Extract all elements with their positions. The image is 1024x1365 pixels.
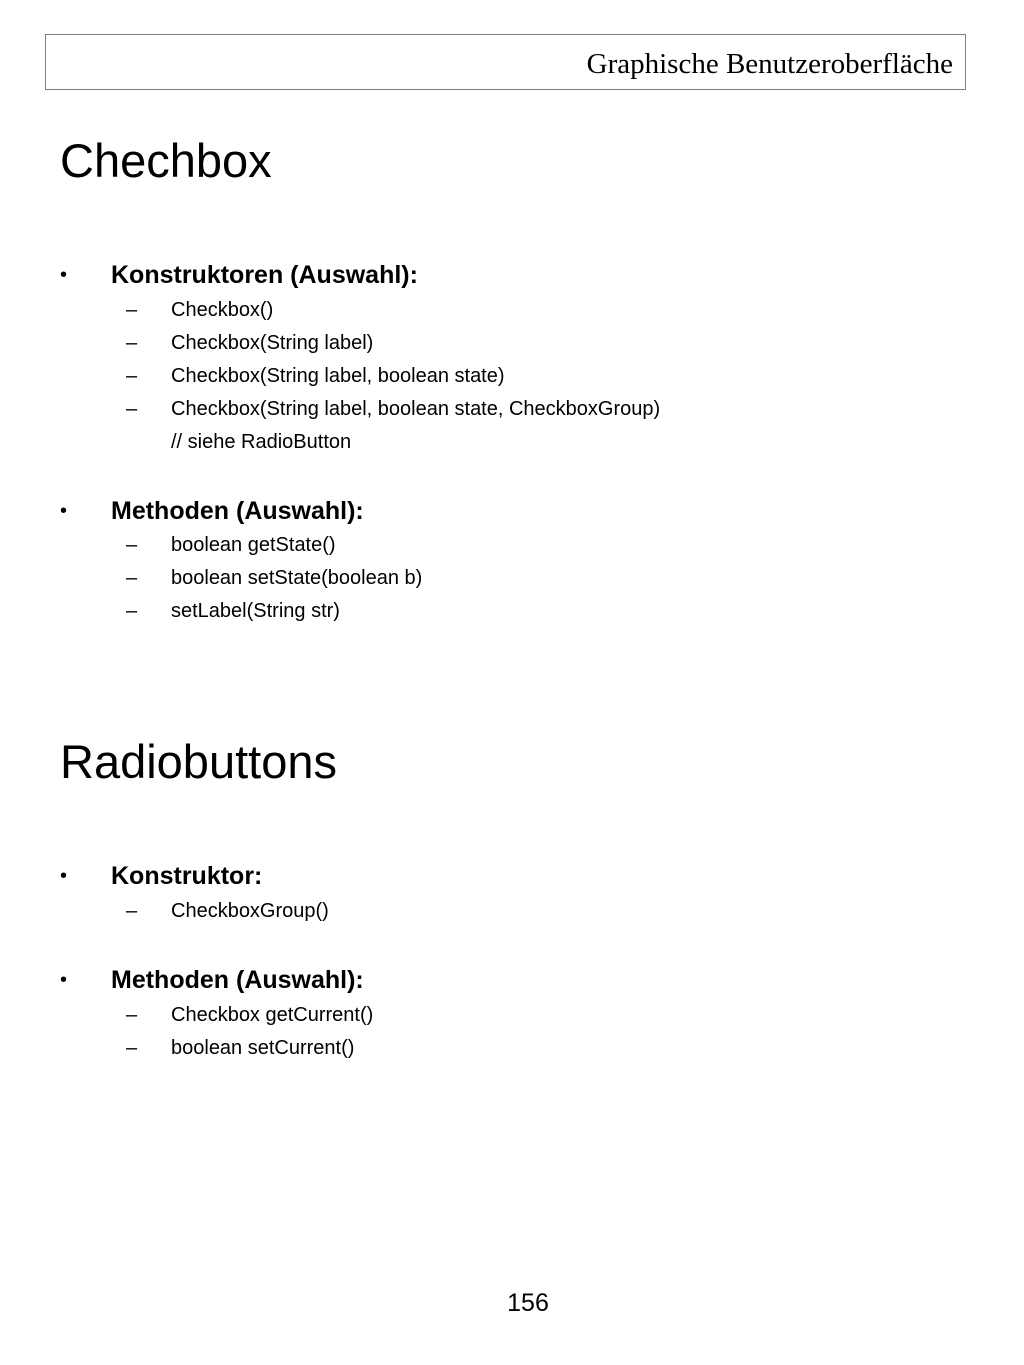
- page-number: 156: [507, 1289, 549, 1317]
- dash-marker: –: [126, 332, 138, 354]
- section-title-radiobuttons: Radiobuttons: [60, 735, 337, 788]
- list-item-text: Checkbox(String label, boolean state): [171, 365, 505, 387]
- dash-marker: –: [126, 600, 138, 622]
- dash-marker: –: [126, 299, 138, 321]
- dash-marker: –: [126, 534, 138, 556]
- bullet-heading: Konstruktoren (Auswahl):: [111, 261, 418, 289]
- bullet-heading: Methoden (Auswahl):: [111, 497, 364, 525]
- bullet-marker: •: [60, 969, 68, 991]
- bullet-marker: •: [60, 264, 68, 286]
- list-item-text: Checkbox getCurrent(): [171, 1004, 374, 1026]
- dash-marker: –: [126, 900, 138, 922]
- list-item-text: Checkbox(String label, boolean state, CheckboxGroup): [171, 398, 661, 420]
- list-item-text: setLabel(String str): [171, 600, 340, 622]
- dash-marker: –: [126, 567, 138, 589]
- header-box: [45, 34, 966, 90]
- list-item-text: boolean setState(boolean b): [171, 567, 423, 589]
- dash-marker: –: [126, 1004, 138, 1026]
- list-item-text: Checkbox(String label): [171, 332, 374, 354]
- bullet-marker: •: [60, 865, 68, 887]
- list-item-text: boolean getState(): [171, 534, 336, 556]
- bullet-heading: Konstruktor:: [111, 862, 263, 890]
- list-item-text: // siehe RadioButton: [171, 431, 352, 453]
- section-title-checkbox: Chechbox: [60, 134, 272, 187]
- bullet-marker: •: [60, 500, 68, 522]
- bullet-heading: Methoden (Auswahl):: [111, 966, 364, 994]
- dash-marker: –: [126, 398, 138, 420]
- dash-marker: –: [126, 1037, 138, 1059]
- list-item-text: CheckboxGroup(): [171, 900, 329, 922]
- dash-marker: –: [126, 365, 138, 387]
- list-item-text: boolean setCurrent(): [171, 1037, 355, 1059]
- list-item-text: Checkbox(): [171, 299, 274, 321]
- header-title: Graphische Benutzeroberfläche: [586, 48, 953, 80]
